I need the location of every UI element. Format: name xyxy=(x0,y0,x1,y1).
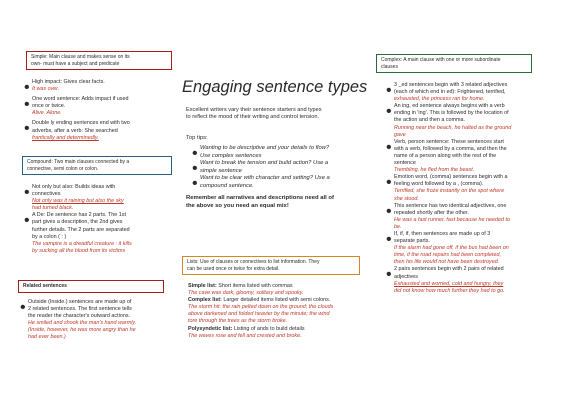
bullet-example: then his life would not have been destroyed. xyxy=(394,259,500,266)
list-label: Simple list: xyxy=(188,283,217,289)
list-item xyxy=(32,212,170,255)
bullet-example: He smiled and shook the man's hand warmly. xyxy=(28,320,137,327)
list-item xyxy=(394,203,544,231)
bullet-example: did not know how much further they had to go. xyxy=(394,287,505,294)
list-item xyxy=(32,184,170,212)
bullet-text: • Double ly ending sentences end with two xyxy=(32,120,130,127)
bullet-example: frantically and determinedly. xyxy=(32,134,99,141)
complex-bullets xyxy=(394,82,544,295)
bullet-example: had turned black. xyxy=(32,205,74,212)
list-item xyxy=(394,174,544,202)
tip-line: simple sentence xyxy=(200,167,242,174)
list-text: Listing of ands to build details xyxy=(233,325,305,332)
tip-line: Use complex sentences xyxy=(200,152,262,159)
bullet-text: the reader the character's outward actions. xyxy=(28,313,131,320)
list-example: above darkened and folded heavier by the minute; the wind xyxy=(188,311,330,318)
bullet-example: time, if the road repairs had been completed, xyxy=(394,252,501,259)
tip-line: • Wanting to be descriptive and your details to flow? xyxy=(200,145,330,151)
bullet-example: Running near the beach, he halted as the ground xyxy=(394,124,512,131)
compound-bullets xyxy=(32,184,170,255)
list-item xyxy=(394,103,544,138)
lists-box-line: can be used once or twice for extra detail. xyxy=(187,265,280,272)
lists-box-line: Lists: Use of clauses or connectives to list information. They xyxy=(187,259,320,265)
bullet-example: It was over. xyxy=(32,86,60,93)
lists-section xyxy=(188,283,358,340)
list-item xyxy=(200,175,360,190)
complex-sentence-box xyxy=(376,54,532,73)
list-item xyxy=(28,299,168,342)
list-item xyxy=(200,160,360,175)
list-item xyxy=(32,79,170,93)
related-box-line: Related sentences xyxy=(23,283,67,289)
list-item xyxy=(394,266,544,294)
bullet-text: 2 related sentences. The first sentence tells xyxy=(28,306,132,313)
bullet-text: connectives xyxy=(32,191,61,198)
bullet-text: • Outside (Inside.) sentences are made up of xyxy=(28,299,132,305)
simple-box-line: Simple: Main clause and makes sense on its xyxy=(31,54,130,60)
bullet-text: ending in 'ing'. This is followed by the location of xyxy=(394,110,509,117)
tips-heading: Top tips: xyxy=(186,135,208,141)
bullet-example: The vampire is a dreadful creature : it kills xyxy=(32,240,132,247)
bullet-text: • Not only but also: Builds ideas with xyxy=(32,184,116,190)
list-example: The waves rose and fell and crested and broke. xyxy=(188,332,302,339)
simple-bullets xyxy=(32,79,170,142)
bullet-example: gave xyxy=(394,131,406,138)
bullet-text: the action and then a comma. xyxy=(394,117,466,124)
complex-box-line: Complex: A main clause with one or more subordinate xyxy=(381,57,501,63)
bullet-example: If the alarm had gone off, if the bus had been on xyxy=(394,245,509,252)
compound-box-line: Compound: Two main clauses connected by a xyxy=(27,159,130,165)
simple-box-line: own- must have a subject and predicate xyxy=(31,60,120,67)
bullet-text: part gives a description, the 2nd gives xyxy=(32,219,123,226)
bullet-example: by sucking all the blood from its victims xyxy=(32,247,126,254)
intro-line: to reflect the mood of their writing and control tension. xyxy=(186,114,320,121)
list-item xyxy=(32,120,170,141)
compound-sentence-box xyxy=(22,156,172,175)
bullet-example: she stood. xyxy=(394,195,419,202)
bullet-text: • 3 _ed sentences begin with 3 related adjectives xyxy=(394,82,508,88)
remember-line: Remember all narratives and descriptions need all of xyxy=(186,195,334,201)
bullet-text: once or twice. xyxy=(32,103,66,110)
related-bullets xyxy=(28,299,168,342)
list-text: Short items listed with commas xyxy=(218,283,293,289)
remember-line: the above so you need an equal mix! xyxy=(186,202,289,209)
related-sentences-box xyxy=(18,280,164,293)
list-text: Larger detailed items listed with semi colons. xyxy=(223,297,331,304)
intro-text xyxy=(186,107,322,121)
bullet-text: • High impact: Gives clear facts. xyxy=(32,79,105,85)
bullet-text: • An ing, ed sentence always begins with a verb xyxy=(394,103,505,110)
bullet-text: • If, if, if, then sentences are made up of 3 xyxy=(394,230,491,237)
bullet-text: • A De: De sentence has 2 parts. The 1st xyxy=(32,212,126,219)
page-title: Engaging sentence types xyxy=(182,78,368,96)
bullet-example: (Inside, however, he was more angry than he xyxy=(28,327,136,334)
bullet-text: • Verb, person sentence: These sentences start xyxy=(394,138,504,145)
bullet-text: • Emotion word, (comma) sentences begin with a xyxy=(394,174,508,181)
list-item xyxy=(394,139,544,174)
bullet-text: by a colon ( : ) xyxy=(32,233,67,240)
bullet-example: Not only was it raining but also the sky xyxy=(32,198,124,205)
bullet-example: Trembling, he fled from the beast. xyxy=(394,167,475,174)
bullet-text: • 2 pairs sentences begin with 2 pairs of related xyxy=(394,266,504,273)
list-example: The storm hit: the rain pelted down on the ground; the clouds xyxy=(188,304,334,311)
bullet-text: separate parts. xyxy=(394,238,430,245)
bullet-text: adjectives xyxy=(394,273,418,280)
bullet-text: • One word sentence: Adds impact if used xyxy=(32,96,129,103)
list-item xyxy=(394,231,544,266)
bullet-example: He was a fast runner, fast because he needed to xyxy=(394,216,510,223)
bullet-example: Exhausted and worried, cold and hungry, they xyxy=(394,280,504,287)
bullet-example: had ever been.) xyxy=(28,334,66,341)
bullet-text: name of a person along with the rest of the xyxy=(394,152,497,159)
bullet-text: exhausted, the princess ran for home. xyxy=(394,96,485,103)
list-item xyxy=(188,326,358,340)
list-example: The cave was dark, gloomy, solitary and spooky. xyxy=(188,290,304,297)
tips-list xyxy=(200,145,360,191)
intro-line: Excellent writers vary their sentence starters and types xyxy=(186,107,322,113)
bullet-text: repeated shortly after the other. xyxy=(394,209,469,216)
bullet-example: Alive. Alone. xyxy=(32,110,62,117)
bullet-example: Terrified, she froze instantly on the spot where xyxy=(394,188,505,195)
bullet-text: • This sentence has two identical adjectives, one xyxy=(394,202,507,209)
bullet-text: adverbs, after a verb: She searched xyxy=(32,127,118,134)
bullet-example: be. xyxy=(394,223,402,230)
tip-line: • Want to be clear with character and setting? Use a xyxy=(200,175,330,182)
list-item xyxy=(200,145,360,160)
remember-note xyxy=(186,195,334,211)
list-item xyxy=(32,96,170,117)
list-item xyxy=(188,283,358,297)
compound-box-line: connective, semi colon or colon. xyxy=(27,165,99,172)
simple-sentence-box xyxy=(26,51,172,70)
complex-box-line: clauses xyxy=(381,63,398,70)
list-item xyxy=(394,82,544,103)
list-example: tore through the trees as the storm broke. xyxy=(188,318,288,325)
bullet-text: with a verb, followed by a comma, and then the xyxy=(394,145,507,152)
list-label: Polysyndetic list: xyxy=(188,325,233,332)
bullet-text: (each of which end in ed): Frightened, terrified, xyxy=(394,89,506,96)
tip-line: compound sentence. xyxy=(200,182,254,189)
bullet-text: further details. The 2 parts are separated xyxy=(32,226,130,233)
bullet-text: sentence xyxy=(394,160,416,167)
list-label: Complex list: xyxy=(188,297,222,304)
tip-line: • Want to break the tension and build action? Use a xyxy=(200,160,329,167)
lists-box xyxy=(182,256,360,275)
bullet-text: feeling word followed by a , (comma). xyxy=(394,181,484,188)
list-item xyxy=(188,297,358,325)
